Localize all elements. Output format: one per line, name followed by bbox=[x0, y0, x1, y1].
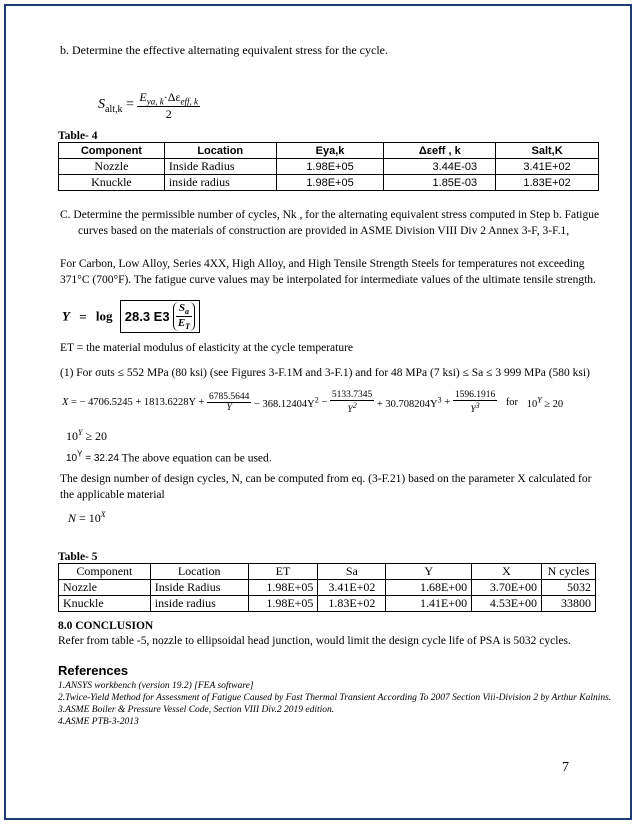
reference-item: 3.ASME Boiler & Pressure Vessel Code, Section VIII Div.2 2019 edition. bbox=[58, 705, 335, 715]
table4-header: Component bbox=[59, 143, 165, 159]
table5-header: N cycles bbox=[541, 564, 595, 580]
condition-line: $10^Y \ge 20$ bbox=[66, 428, 108, 443]
table5-cell: 3.41E+02 bbox=[318, 580, 386, 596]
table4-header-row bbox=[59, 143, 599, 159]
design-line-2: the applicable material bbox=[60, 489, 165, 501]
table5-header: X bbox=[472, 564, 542, 580]
table5-header: Y bbox=[386, 564, 472, 580]
table4-caption: Table- 4 bbox=[58, 130, 98, 142]
table-row bbox=[59, 596, 596, 612]
reference-item: 2.Twice-Yield Method for Assessment of Fatigue Caused by Fast Thermal Transient According To 2007 Section Viii-Division 2 by Arthur Kalnins. bbox=[58, 693, 612, 703]
n-equation: $N = 10^X$ bbox=[68, 510, 106, 525]
carbon-line-1: For Carbon, Low Alloy, Series 4XX, High Alloy, and High Tensile Strength Steels for temperatures not exceeding bbox=[60, 258, 585, 270]
references-heading: References bbox=[58, 663, 129, 678]
design-line-1: The design number of design cycles, N, can be computed from eq. (3-F.21) based on the parameter X calculated for bbox=[60, 473, 592, 485]
conclusion-heading: 8.0 CONCLUSION bbox=[58, 620, 154, 632]
table-row bbox=[59, 175, 599, 191]
table5-cell: Knuckle bbox=[59, 596, 151, 612]
table5-header: ET bbox=[248, 564, 318, 580]
x-equation: X = − 4706.5245 + 1813.6228Y + $\frac{6785.5644}{Y}$ − $368.12404Y^2$ − $\frac{5133.7345}{Y^2}$ + $30.708204Y^3$ + $\frac{1596.1916}{Y^3}$ for $10^Y \ge 20$ bbox=[62, 390, 564, 416]
table5-cell: 1.41E+00 bbox=[386, 596, 472, 612]
reference-item: 4.ASME PTB-3-2013 bbox=[58, 717, 139, 727]
result-line: $10^Y = 32.24$ The above equation can be used. bbox=[66, 450, 272, 465]
table4-cell: Nozzle bbox=[59, 159, 165, 175]
table4-cell: 1.85E-03 bbox=[384, 175, 496, 191]
table5-cell: 33800 bbox=[541, 596, 595, 612]
table4-header: Location bbox=[164, 143, 276, 159]
range-text: (1) For σuts ≤ 552 MPa (80 ksi) (see Figures 3-F.1M and 3-F.1) and for 48 MPa (7 ksi) ≤ Sa ≤ 3 999 MPa (580 ksi) bbox=[60, 367, 590, 379]
table5-cell: 5032 bbox=[541, 580, 595, 596]
table4-cell: 1.98E+05 bbox=[276, 175, 384, 191]
table5-cell: Nozzle bbox=[59, 580, 151, 596]
reference-item: 1.ANSYS workbench (version 19.2) [FEA software] bbox=[58, 681, 254, 691]
table5-cell: 1.98E+05 bbox=[248, 596, 318, 612]
step-c-line-2: curves based on the materials of construction are provided in ASME Division VIII Div 2 Annex 3-F, 3-F.1, bbox=[78, 225, 570, 237]
table5-cell: Inside Radius bbox=[150, 580, 248, 596]
table-4 bbox=[58, 142, 599, 191]
table5-header: Sa bbox=[318, 564, 386, 580]
table4-cell: 3.44E-03 bbox=[384, 159, 496, 175]
y-equation: Y = log 28.3 E3 $\frac{S_a}{E_T}$ bbox=[62, 300, 200, 333]
table4-cell: Knuckle bbox=[59, 175, 165, 191]
table-5 bbox=[58, 563, 596, 612]
table-row bbox=[59, 580, 596, 596]
step-c-line-1: C. Determine the permissible number of cycles, Nk , for the alternating equivalent stress computed in Step b. Fatigue bbox=[60, 209, 600, 221]
table5-cell: 4.53E+00 bbox=[472, 596, 542, 612]
table4-cell: Inside Radius bbox=[164, 159, 276, 175]
et-definition: ET = the material modulus of elasticity at the cycle temperature bbox=[60, 342, 354, 354]
table4-cell: inside radius bbox=[164, 175, 276, 191]
table5-cell: 1.98E+05 bbox=[248, 580, 318, 596]
table5-header: Component bbox=[59, 564, 151, 580]
table5-header: Location bbox=[150, 564, 248, 580]
table4-header: Salt,K bbox=[496, 143, 599, 159]
table5-cell: 1.83E+02 bbox=[318, 596, 386, 612]
table4-cell: 3.41E+02 bbox=[496, 159, 599, 175]
table5-cell: inside radius bbox=[150, 596, 248, 612]
table4-header: Δεeff , k bbox=[384, 143, 496, 159]
step-b-text: b. Determine the effective alternating equivalent stress for the cycle. bbox=[60, 43, 388, 57]
table4-header: Eya,k bbox=[276, 143, 384, 159]
table5-cell: 3.70E+00 bbox=[472, 580, 542, 596]
table4-cell: 1.83E+02 bbox=[496, 175, 599, 191]
carbon-line-2: 371°C (700°F). The fatigue curve values may be interpolated for intermediate values of the ultimate tensile strength. bbox=[60, 274, 596, 286]
table5-caption: Table- 5 bbox=[58, 551, 98, 563]
page-number: 7 bbox=[562, 760, 569, 775]
salt-equation: $S_{alt,k}$ = $\frac{E_{ya, k}\cdot\Delta\varepsilon_{eff, k}}{2}$ bbox=[98, 90, 199, 122]
table5-header-row bbox=[59, 564, 596, 580]
table-row bbox=[59, 159, 599, 175]
table4-cell: 1.98E+05 bbox=[276, 159, 384, 175]
conclusion-text: Refer from table -5, nozzle to ellipsoidal head junction, would limit the design cycle life of PSA is 5032 cycles. bbox=[58, 635, 571, 647]
table5-cell: 1.68E+00 bbox=[386, 580, 472, 596]
